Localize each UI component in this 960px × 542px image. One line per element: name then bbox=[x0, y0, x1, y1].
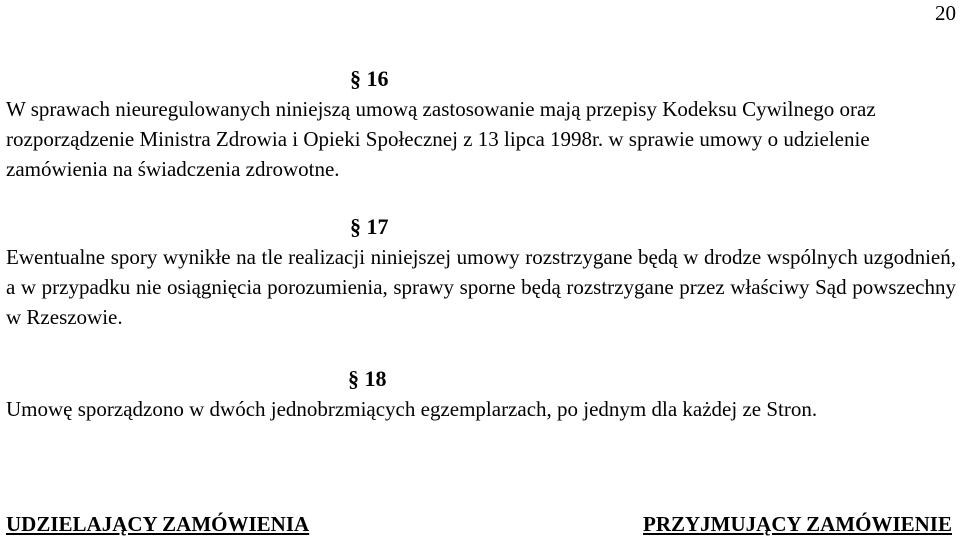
signature-contractor: PRZYJMUJĄCY ZAMÓWIENIE bbox=[643, 512, 952, 536]
signature-ordering-party: UDZIELAJĄCY ZAMÓWIENIA bbox=[6, 512, 310, 536]
section-18-heading: § 18 bbox=[348, 366, 387, 391]
section-16-text: W sprawach nieuregulowanych niniejszą umową zastosowanie mają przepisy Kodeksu Cywilnego oraz rozporządzenie Ministra Zdrowia i Opieki Społecznej z 13 lipca 1998r. w sprawie umowy o udzielenie zamówienia na świadczenia zdrowotne. bbox=[6, 97, 876, 181]
section-16-heading: § 16 bbox=[350, 66, 389, 91]
section-17-text: Ewentualne spory wynikłe na tle realizacji niniejszej umowy rozstrzygane będą w drodze wspólnych uzgodnień, a w przypadku nie osiągnięcia porozumienia, sprawy sporne będą rozstrzygane przez właściwy Sąd powszechny w Rzeszowie. bbox=[6, 245, 956, 329]
section-17-heading: § 17 bbox=[350, 214, 389, 239]
page-number: 20 bbox=[935, 1, 956, 25]
section-18-text: Umowę sporządzono w dwóch jednobrzmiących egzemplarzach, po jednym dla każdej ze Stron. bbox=[6, 397, 818, 421]
